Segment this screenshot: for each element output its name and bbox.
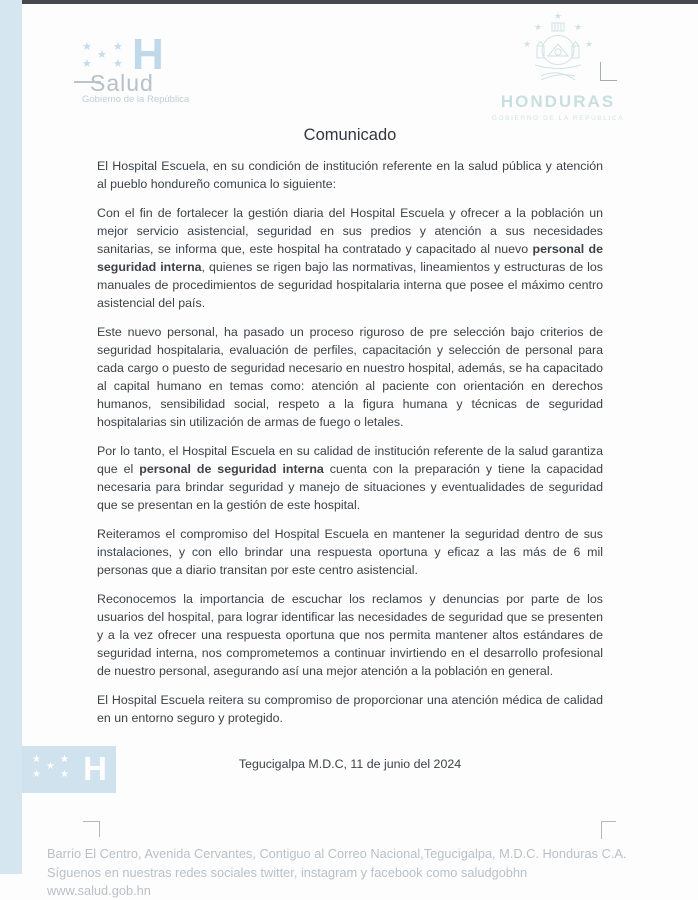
paragraph-5: Reiteramos el compromiso del Hospital Escuela en mantener la seguridad dentro de sus instalaciones, y con ello brindar una respuesta oportuna y eficaz a las más de 6 mil personas que a diario transitan por este centro asistencial.	[97, 527, 603, 577]
svg-text:★: ★	[553, 11, 563, 21]
paragraph-3: Este nuevo personal, ha pasado un proceso riguroso de pre selección bajo criterios de seguridad hospitalaria, evaluación de perfiles, capacitación y selección de personal para cada cargo o puesto de seguridad necesario en nuestro hospital, además, se ha capacitado al capital humano en temas como: atención al paciente con orientación en derechos humanos, sensibilidad social, respeto a la figura humana y técnicas de seguridad hospitalarias sin utilización de armas de fuego o letales.	[97, 325, 603, 429]
paragraph-4: Por lo tanto, el Hospital Escuela en su calidad de institución referente de la salud garantiza que el personal de seguridad interna cuenta con la preparación y tiene la capacidad necesaria para brindar seguridad y manejo de situaciones y eventualidades de seguridad que se presentan en la gestión de este hospital.	[97, 444, 603, 512]
star-icon: ★	[113, 41, 123, 53]
watermark-h-mark: H	[83, 750, 107, 787]
star-icon: ★	[113, 58, 123, 70]
salud-logo	[80, 30, 200, 105]
watermark-logo	[22, 746, 116, 793]
crop-mark-bottom-right-icon	[601, 821, 616, 839]
svg-text:★: ★	[522, 39, 532, 49]
document-body	[97, 126, 603, 773]
star-icon: ★	[32, 754, 41, 765]
footer-address: Barrio El Centro, Avenida Cervantes, Contiguo al Correo Nacional,Tegucigalpa, M.D.C. Honduras C.A.	[47, 846, 627, 861]
honduras-coat-of-arms-icon	[514, 10, 602, 86]
paragraph-1: El Hospital Escuela, en su condición de institución referente en la salud pública y atención al pueblo hondureño comunica lo siguiente:	[97, 159, 603, 191]
document-title: Comunicado	[303, 126, 397, 144]
paragraph-7: El Hospital Escuela reitera su compromiso de proporcionar una atención médica de calidad en un entorno seguro y protegido.	[97, 693, 603, 725]
star-icon: ★	[46, 761, 55, 772]
footer-social: Síguenos en nuestras redes sociales twitter, instagram y facebook como saludgobhn	[47, 864, 528, 880]
star-icon: ★	[32, 769, 41, 780]
salud-wordmark: Salud	[90, 70, 154, 96]
svg-text:★: ★	[533, 22, 543, 32]
left-edge-accent-bar	[0, 0, 22, 874]
watermark-stars	[32, 755, 76, 783]
crop-mark-top-right-icon	[600, 62, 617, 81]
star-icon: ★	[60, 769, 69, 780]
paragraph-6: Reconocemos la importancia de escuchar los reclamos y denuncias por parte de los usuarios del hospital, para lograr identificar las necesidades de seguridad que se presenten y a la vez ofrecer una respuesta oportuna que nos permita mantener altos estándares de seguridad interna, nos comprometemos a continuar invirtiendo en el desarrollo profesional de nuestro personal, asegurando así una mejor atención a la población en general.	[97, 592, 603, 678]
star-icon: ★	[82, 41, 92, 53]
star-icon: ★	[82, 58, 92, 70]
footer-website: www.salud.gob.hn	[47, 883, 151, 898]
salud-h-mark: H	[132, 30, 164, 79]
footer	[47, 845, 626, 900]
star-icon: ★	[60, 754, 69, 765]
svg-text:★: ★	[573, 22, 583, 32]
honduras-wordmark: HONDURAS	[500, 92, 616, 111]
scan-edge-bar	[22, 0, 698, 4]
star-icon: ★	[97, 49, 107, 61]
svg-text:★: ★	[584, 39, 594, 49]
salud-tagline: Gobierno de la República	[82, 94, 190, 105]
salud-stars	[82, 42, 130, 72]
honduras-tagline: GOBIERNO DE LA REPÚBLICA	[491, 115, 625, 122]
crop-mark-bottom-left-icon	[83, 821, 100, 837]
paragraph-2: Con el fin de fortalecer la gestión diaria del Hospital Escuela y ofrecer a la población un mejor servicio asistencial, seguridad en sus predios y atención a sus necesidades sanitarias, se informa que, este hospital ha contratado y capacitado al nuevo personal de seguridad interna, quienes se rigen bajo las normativas, lineamientos y estructuras de los manuales de procedimientos de seguridad hospitalaria interna que posee el máximo centro asistencial del país.	[97, 206, 604, 310]
dateline: Tegucigalpa M.D.C, 11 de junio del 2024	[238, 757, 462, 771]
